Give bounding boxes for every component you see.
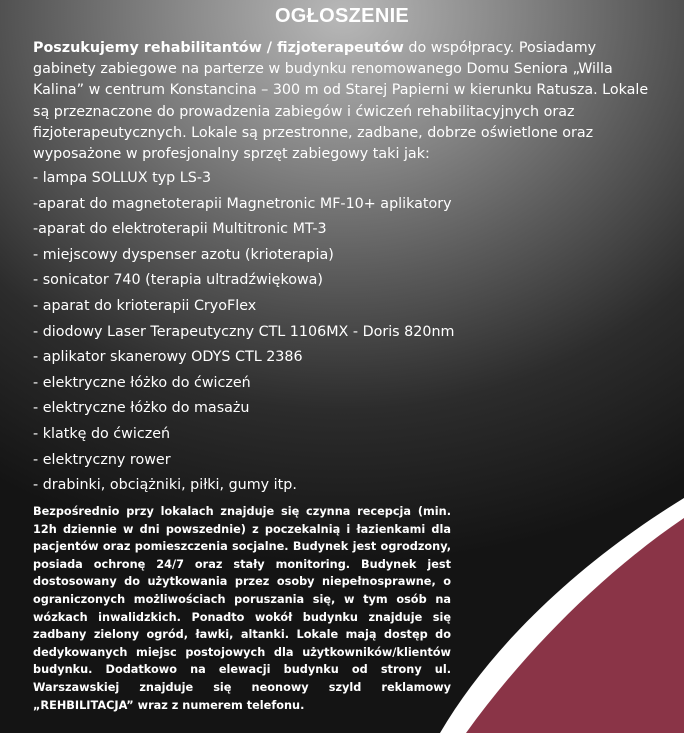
intro-text: do współpracy. Posiadamy gabinety zabiegowe na parterze w budynku renomowanego Domu Seniora „Willa Kalina” w centrum Konstancina – 300 m od Starej Papierni w kierunku Ratusza. Lokale są przeznaczone do prowadzenia zabiegów i ćwiczeń rehabilitacyjnych oraz fizjoterapeutycznych. Lokale są przestronne, zadbane, dobrze oświetlone oraz wyposażone w profesjonalny sprzęt zabiegowy taki jak: [33,40,649,163]
equipment-item: - miejscowy dyspenser azotu (krioterapia) [33,246,334,263]
equipment-item: - lampa SOLLUX typ LS-3 [33,170,212,186]
maroon-arc [466,518,684,733]
equipment-list [33,166,663,499]
equipment-item: - diodowy Laser Terapeutyczny CTL 1106MX - Doris 820nm [33,323,455,340]
equipment-item: - aplikator skanerowy ODYS CTL 2386 [33,349,303,366]
equipment-item: -aparat do magnetoterapii Magnetronic MF-10+ aplikatory [33,195,452,212]
equipment-item: - aparat do krioterapii CryoFlex [33,297,257,314]
equipment-item: - klatkę do ćwiczeń [33,425,171,442]
intro-paragraph [33,38,653,165]
equipment-item: - elektryczny rower [33,451,171,468]
equipment-item: - drabinki, obciążniki, piłki, gumy itp. [33,477,297,494]
equipment-item: - sonicator 740 (terapia ultradźwiękowa) [33,272,324,289]
equipment-item: - elektryczne łóżko do masażu [33,400,250,417]
equipment-item: - elektryczne łóżko do ćwiczeń [33,374,251,391]
equipment-item: -aparat do elektroterapii Multitronic MT-3 [33,221,327,238]
page-title: OGŁOSZENIE [274,5,410,27]
footer-paragraph: Bezpośrednio przy lokalach znajduje się czynna recepcja (min. 12h dziennie w dni powszednie) z poczekalnią i łazienkami dla pacjentów oraz pomieszczenia socjalne. Budynek jest ogrodzony, posiada ochronę 24/7 oraz stały monitoring. Budynek jest dostosowany do użytkowania przez osoby niepełnosprawne, o ograniczonych możliwościach poruszania się, w tym osób na wózkach inwalidzkich. Ponadto wokół budynku znajduje się zadbany zielony ogród, ławki, altanki. Lokale mają dostęp do dedykowanych miejsc postojowych dla użytkowników/klientów budynku. Dodatkowo na elewacji budynku od strony ul. Warszawskiej znajduje się neonowy szyld reklamowy „REHBILITACJA” wraz z numerem telefonu. [33,505,451,712]
intro-lead: Poszukujemy rehabilitantów / fizjoterapeutów [33,40,404,56]
